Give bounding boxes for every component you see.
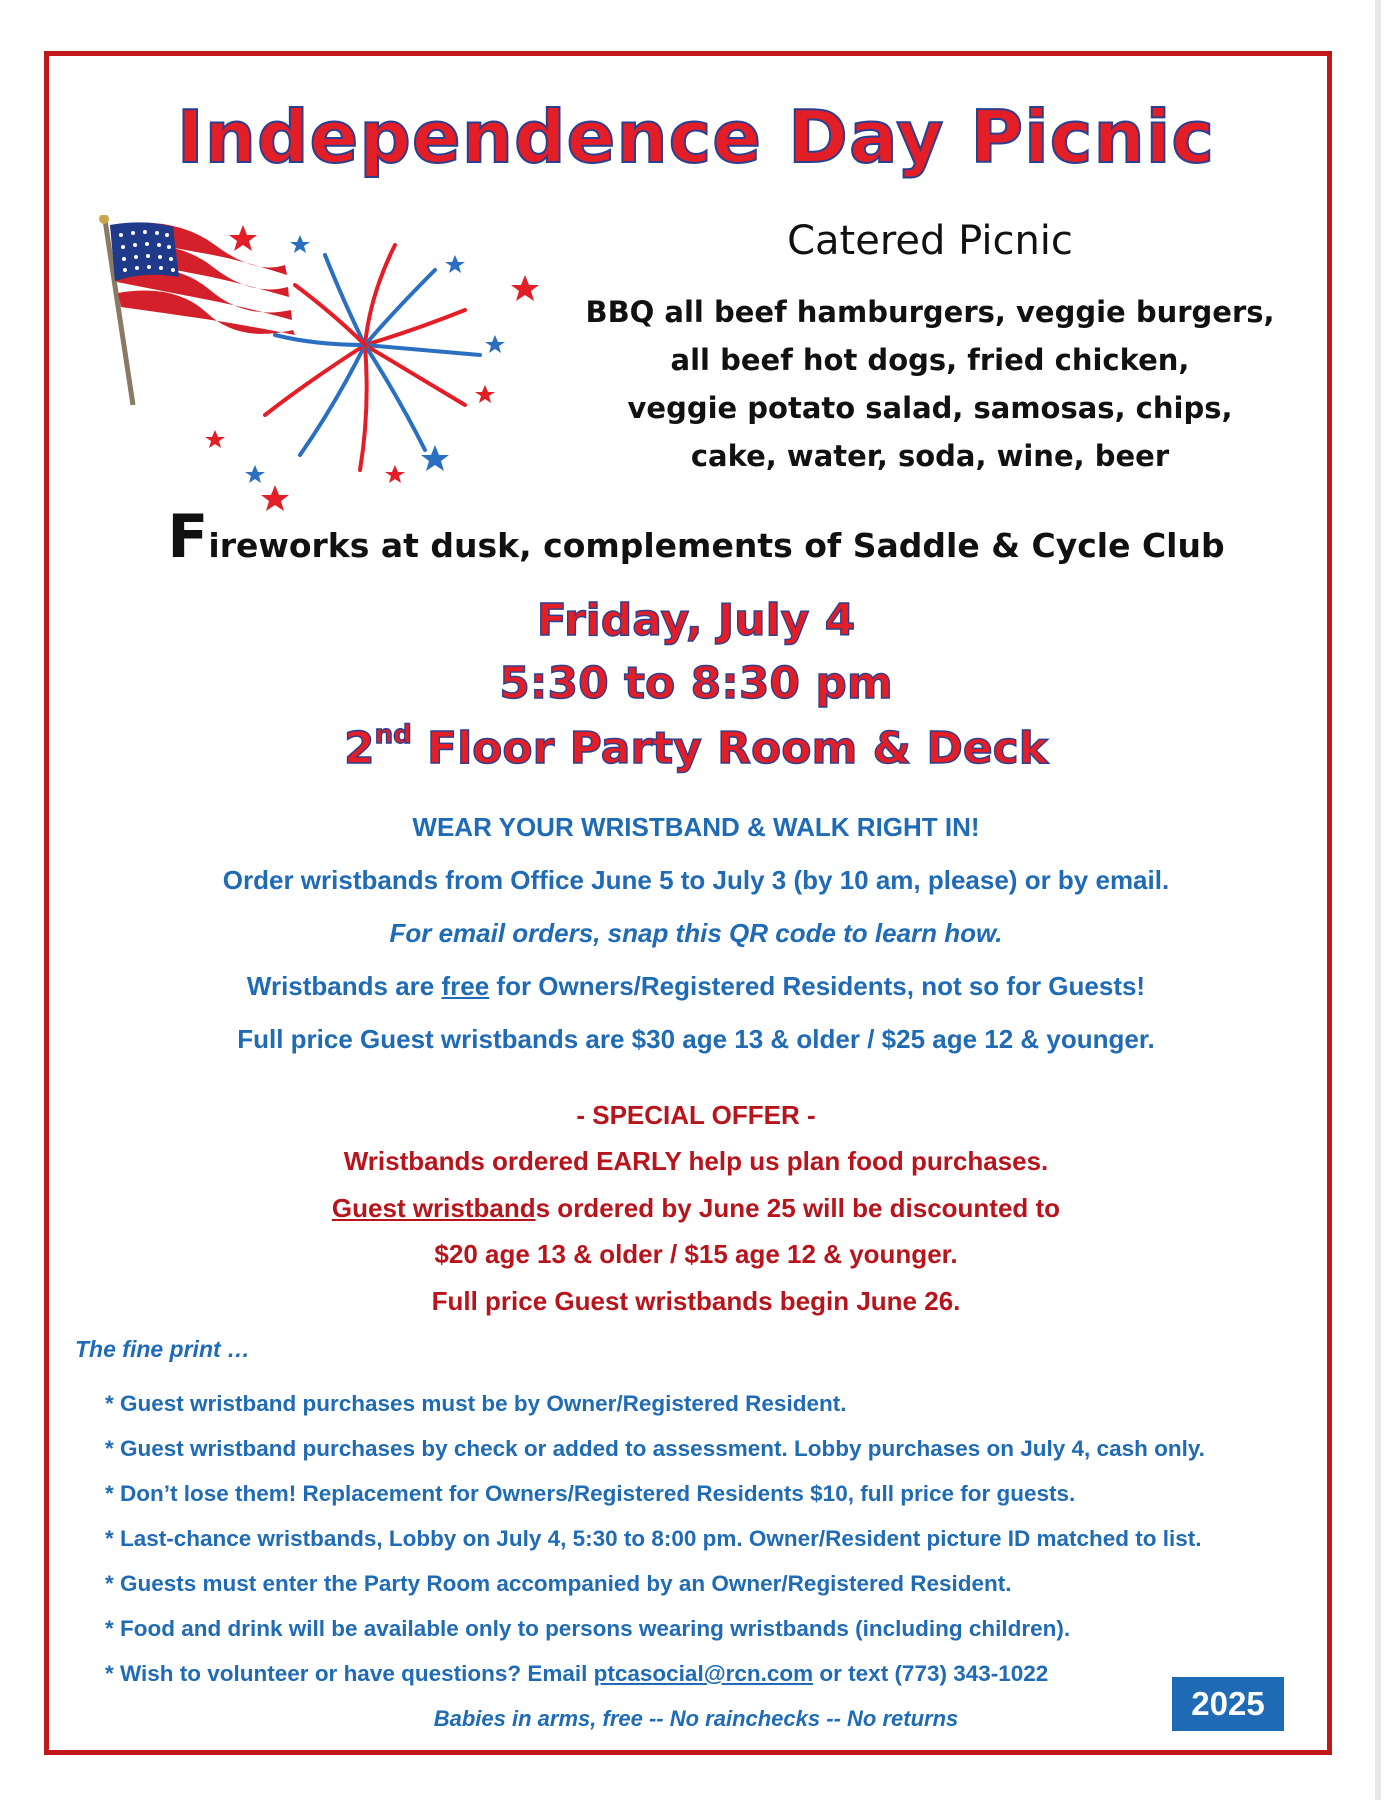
wristband-free-note — [0, 971, 1392, 1002]
guest-wristband-underlined: Guest wristband — [331, 1193, 536, 1223]
contact-post: or text (773) 343-1022 — [813, 1661, 1049, 1686]
menu-line: veggie potato salad, samosas, chips, — [627, 391, 1233, 425]
free-note-post: for Owners/Registered Residents, not so for Guests! — [489, 971, 1146, 1001]
special-offer-line: $20 age 13 & older / $15 age 12 & younger. — [434, 1239, 958, 1269]
wristband-qr-note: For email orders, snap this QR code to learn how. — [389, 918, 1003, 948]
location-number: 2 — [343, 723, 375, 774]
fine-print-item: * Food and drink will be available only to persons wearing wristbands (including children). — [105, 1616, 1071, 1641]
special-offer-line-rest: s ordered by June 25 will be discounted to — [535, 1193, 1061, 1223]
location-text: Floor Party Room & Deck — [411, 723, 1049, 774]
menu-line: cake, water, soda, wine, beer — [690, 439, 1170, 473]
fine-print-item: * Guests must enter the Party Room accompanied by an Owner/Registered Resident. — [105, 1571, 1012, 1596]
fireworks-initial: F — [167, 502, 209, 572]
special-offer-line — [0, 1193, 1392, 1224]
fine-print-item: * Last-chance wristbands, Lobby on July 4, 5:30 to 8:00 pm. Owner/Resident picture ID matched to list. — [105, 1526, 1202, 1551]
contact-email-link[interactable]: ptcasocial@rcn.com — [593, 1661, 814, 1686]
event-location — [0, 720, 1392, 774]
location-suffix: nd — [374, 720, 412, 750]
fireworks-note — [0, 502, 1392, 572]
contact-pre: * Wish to volunteer or have questions? Email — [105, 1661, 594, 1686]
fine-print-contact — [105, 1661, 1048, 1687]
event-date: Friday, July 4 — [536, 595, 856, 646]
closing-note: Babies in arms, free -- No rainchecks -- No returns — [433, 1706, 959, 1731]
year-badge: 2025 — [1172, 1677, 1284, 1731]
fine-print-item: * Guest wristband purchases must be by Owner/Registered Resident. — [105, 1391, 847, 1416]
fine-print-heading: The fine print … — [75, 1336, 251, 1362]
flag-fireworks-art — [95, 215, 545, 515]
free-word: free — [441, 971, 490, 1001]
flyer-title: Independence Day Picnic — [176, 95, 1216, 179]
special-offer-line: Wristbands ordered EARLY help us plan food purchases. — [343, 1146, 1049, 1176]
free-note-pre: Wristbands are — [246, 971, 442, 1001]
special-offer-line: Full price Guest wristbands begin June 26. — [431, 1286, 961, 1316]
special-offer-heading: - SPECIAL OFFER - — [576, 1100, 816, 1130]
event-time: 5:30 to 8:30 pm — [499, 658, 893, 709]
fine-print-item: * Guest wristband purchases by check or added to assessment. Lobby purchases on July 4, cash only. — [105, 1436, 1205, 1461]
fine-print-item: * Don’t lose them! Replacement for Owners/Registered Residents $10, full price for guests. — [105, 1481, 1076, 1506]
menu-line: BBQ all beef hamburgers, veggie burgers, — [585, 295, 1275, 329]
american-flag-icon — [99, 215, 295, 405]
wristband-walk-in: WEAR YOUR WRISTBAND & WALK RIGHT IN! — [412, 812, 980, 842]
wristband-order-info: Order wristbands from Office June 5 to July 3 (by 10 am, please) or by email. — [222, 865, 1170, 895]
menu-heading: Catered Picnic — [787, 218, 1073, 264]
menu-line: all beef hot dogs, fried chicken, — [670, 343, 1190, 377]
menu-list — [580, 288, 1280, 480]
wristband-price: Full price Guest wristbands are $30 age 13 & older / $25 age 12 & younger. — [237, 1024, 1155, 1054]
fireworks-text: ireworks at dusk, complements of Saddle & Cycle Club — [208, 526, 1225, 565]
page-edge — [1375, 0, 1381, 1800]
